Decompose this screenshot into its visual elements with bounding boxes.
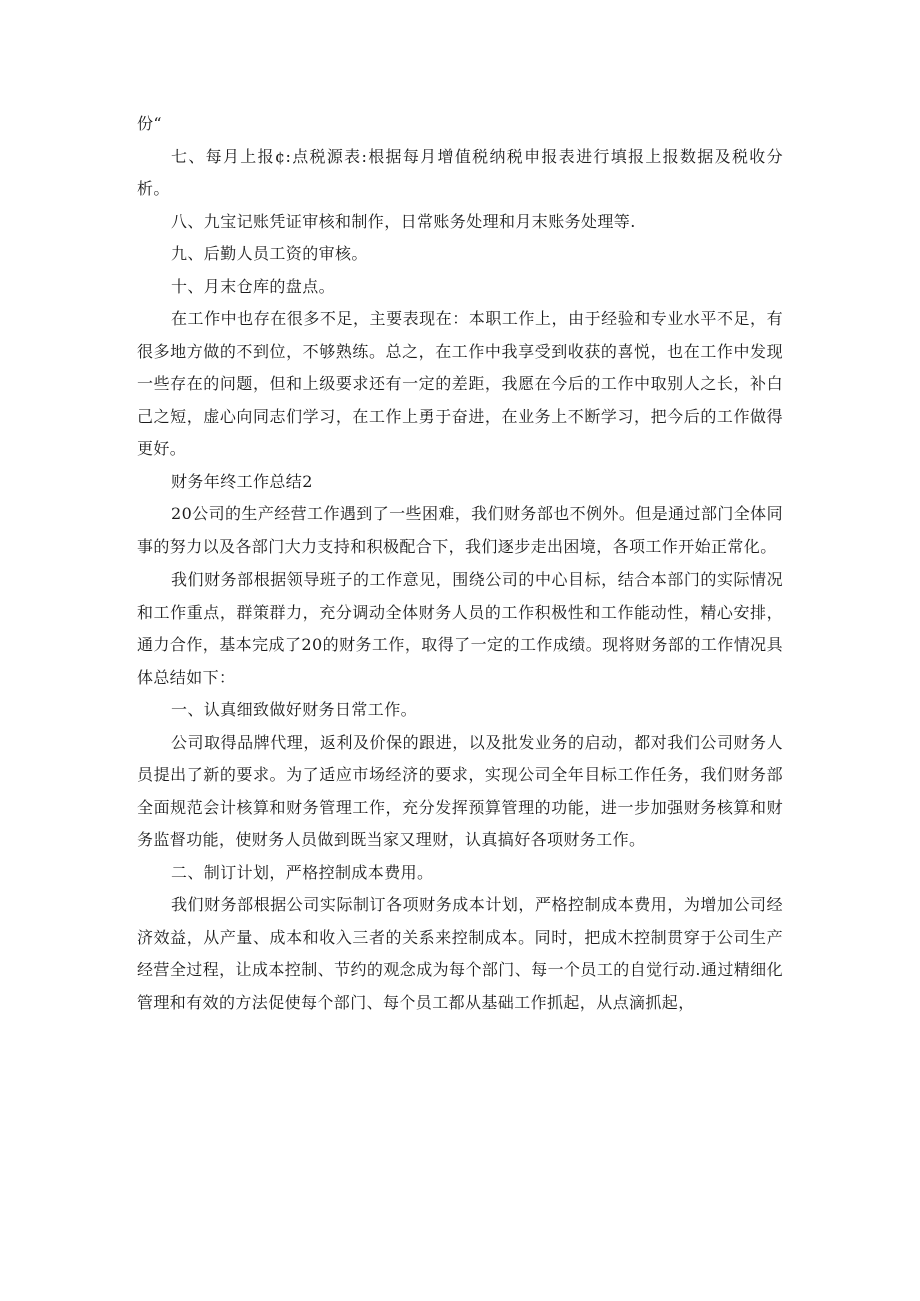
paragraph-item-9: 九、后勤人员工资的审核。	[171, 244, 368, 263]
subheading-cost-control: 二、制订计划，严格控制成本费用。	[171, 862, 434, 882]
paragraph-shortcomings: 在工作中也存在很多不足，主要表现在：本职工作上，由于经验和专业水平不足，有很多地方做的不到位，不够熟练。总之，在工作中我享受到收获的喜悦，也在工作中发现一些存在的问题，但和上级要求还有一定的差距，我愿在今后的工作中取别人之长，补白己之短，虚心向同志们学习，在工作上勇于奋进，在业务上不断学习，把今后的工作做得更好。	[137, 309, 783, 458]
section-heading: 财务年终工作总结2	[171, 471, 313, 491]
paragraph-item-10: 十、月末仓库的盘点。	[171, 276, 336, 296]
paragraph-overview: 我们财务部根据领导班子的工作意见，围绕公司的中心目标，结合本部门的实际情况和工作重点，群策群力，充分调动全体财务人员的工作积极性和工作能动性，精心安排，通力合作，基本完成了20的财务工作，取得了一定的工作成绩。现将财务部的工作情况具体总结如下：	[137, 570, 783, 687]
paragraph-item-8: 八、九宝记账凭证审核和制作，日常账务处理和月末账务处理等.	[171, 211, 636, 231]
paragraph-cost-control: 我们财务部根据公司实际制订各项财务成本计划，严格控制成本费用，为增加公司经济效益，从产量、成本和收入三者的关系来控制成本。同时，把成木控制贯穿于公司生产经营全过程，让成本控制、节约的观念成为每个部门、每一个员工的自觉行动.通过精细化管理和有效的方法促使每个部门、每个员工都从基础工作抓起，从点滴抓起，	[137, 895, 783, 1012]
document-body	[137, 108, 783, 1019]
paragraph-intro: 20公司的生产经营工作遇到了一些困难，我们财务部也不例外。但是通过部门全体同事的努力以及各部门大力支持和积极配合下，我们逐步走出困境，各项工作开始正常化。	[137, 504, 783, 556]
subheading-daily-work: 一、认真细致做好财务日常工作。	[171, 700, 418, 719]
paragraph-item-7: 七、每月上报¢:点税源表:根据每月增值税纳税申报表进行填报上报数据及税收分析。	[137, 146, 783, 198]
paragraph-fragment: 份“	[137, 114, 162, 133]
paragraph-daily-work: 公司取得品牌代理，返利及价保的跟进，以及批发业务的启动，都对我们公司财务人员提出了新的要求。为了适应市场经济的要求，实现公司全年目标工作任务，我们财务部全面规范会计核算和财务管理工作，充分发挥预算管理的功能，进一步加强财务核算和财务监督功能，使财务人员做到既当家又理财，认真搞好各项财务工作。	[137, 732, 783, 849]
